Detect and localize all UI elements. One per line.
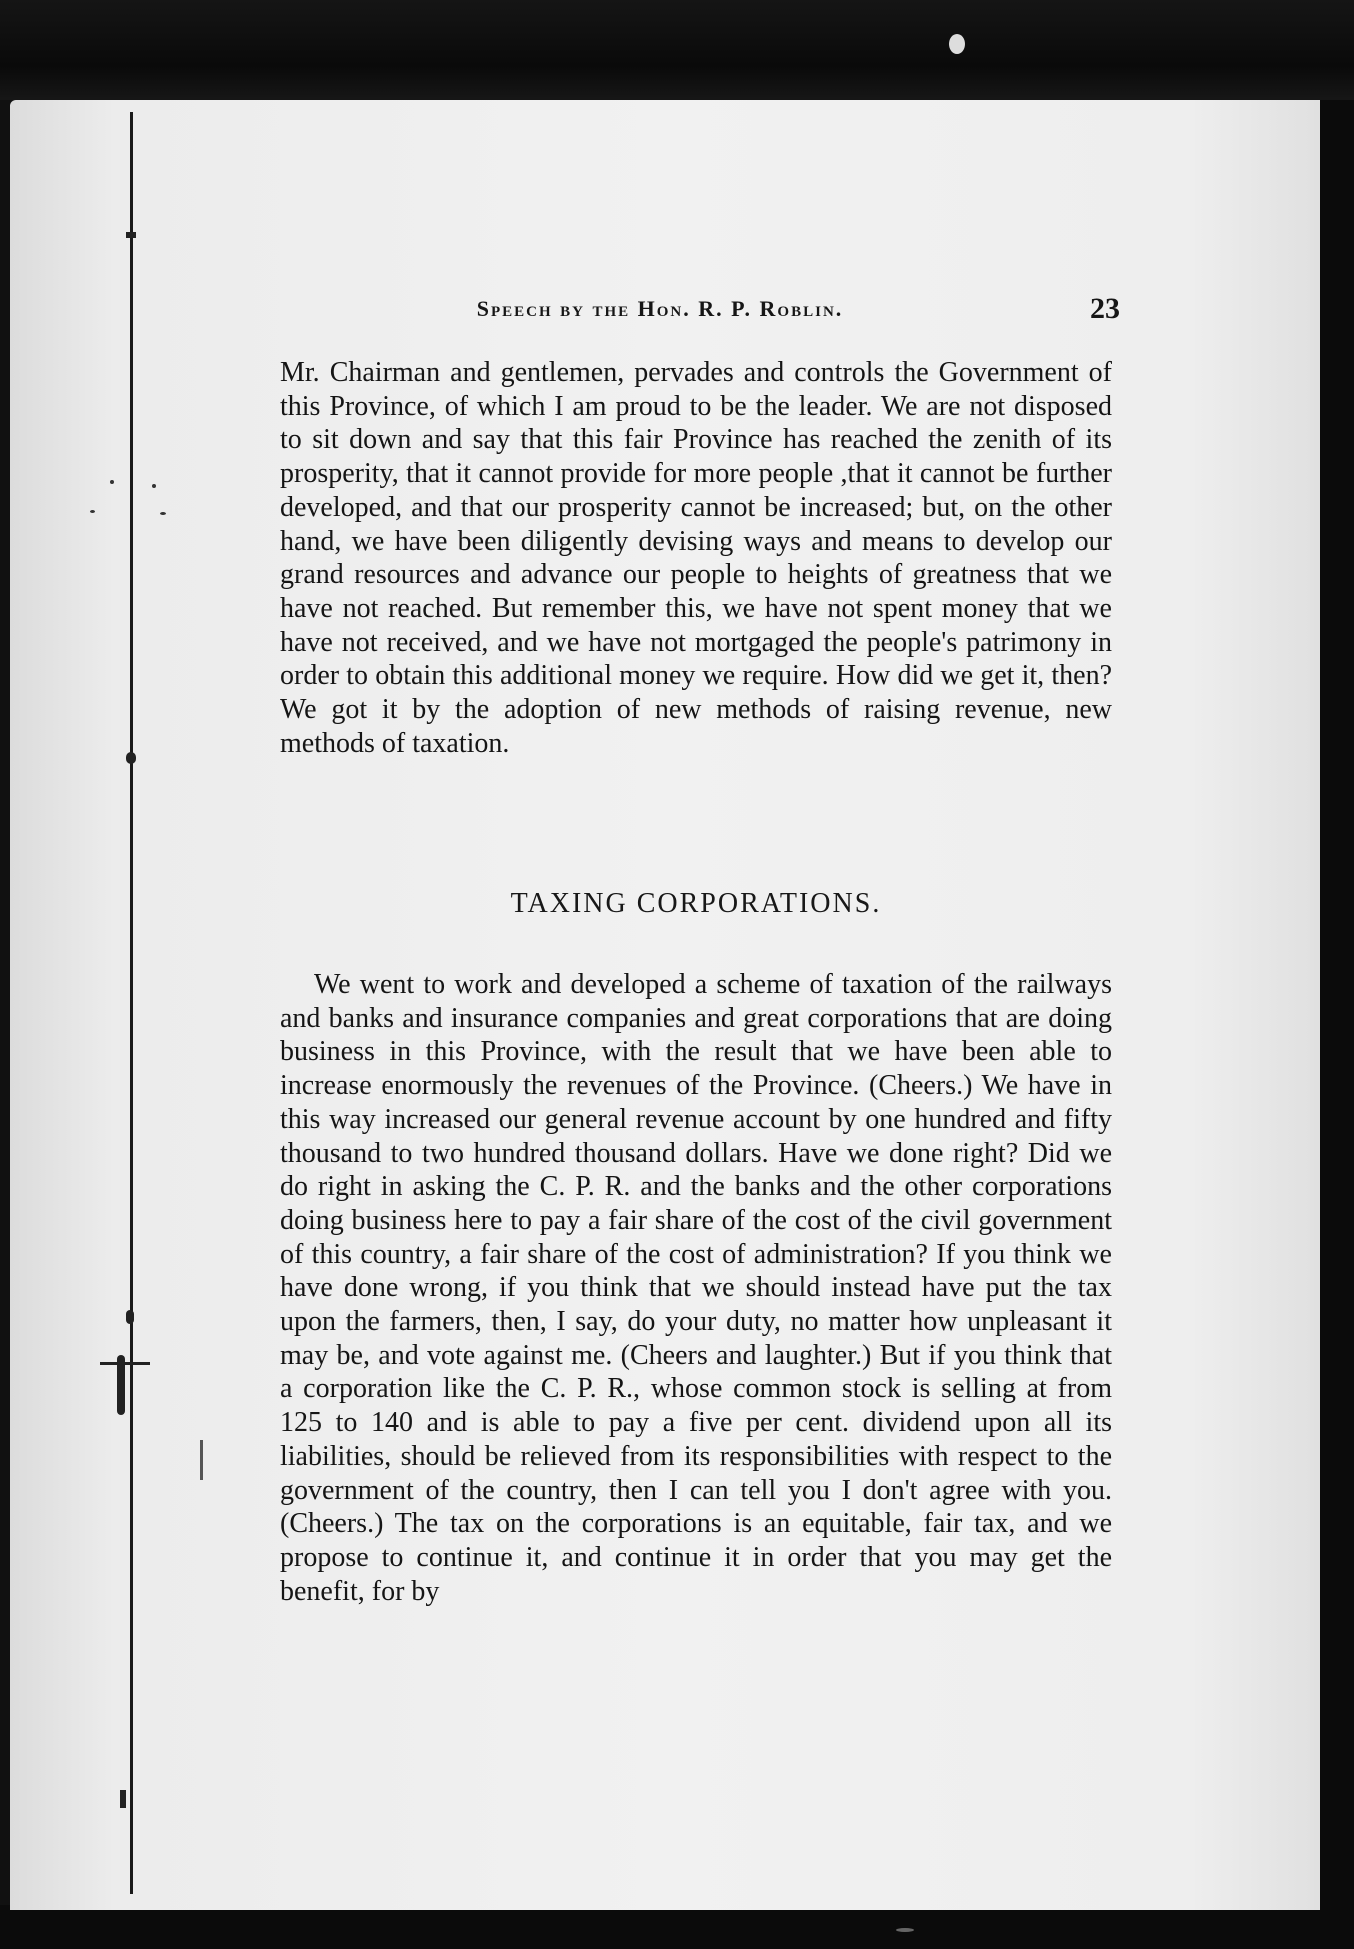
scan-top-border <box>0 0 1354 110</box>
dust-speck <box>896 1928 914 1932</box>
page-binding-edge <box>130 112 133 1894</box>
scan-bottom-border <box>0 1905 1354 1949</box>
binding-mark <box>120 1790 126 1808</box>
binding-mark <box>117 1355 125 1415</box>
dust-speck <box>110 480 114 484</box>
binding-mark <box>126 232 136 238</box>
page-header <box>280 290 1120 340</box>
page-number: 23 <box>1090 292 1120 325</box>
binding-mark <box>100 1362 150 1365</box>
binding-mark <box>126 1310 134 1324</box>
binding-mark <box>126 752 136 764</box>
dust-speck <box>160 512 166 515</box>
running-head: Speech by the Hon. R. P. Roblin. <box>476 296 844 321</box>
dust-speck <box>90 510 95 513</box>
scan-right-border <box>1318 100 1354 1920</box>
body-paragraph: We went to work and developed a scheme of taxation of the railways and banks and insurance companies and great corporations that are doing business in this Province, with the result that we have been able to increase enormously the revenues of the Province. (Cheers.) We have in this way increased our general revenue account by one hundred and fifty thousand to two hundred thousand dollars. Have we done right? Did we do right in asking the C. P. R. and the banks and the other corporations doing business here to pay a fair share of the cost of the civil government of this country, a fair share of the cost of administration? If you think we have done wrong, if you think that we should instead have put the tax upon the farmers, then, I say, do your duty, no matter how unpleasant it may be, and vote against me. (Cheers and laughter.) But if you think that a corporation like the C. P. R., whose common stock is selling at from 125 to 140 and is able to pay a five per cent. dividend upon all its liabilities, should be relieved from its responsibilities with respect to the government of the country, then I can tell you I don't agree with you. (Cheers.) The tax on the corporations is an equitable, fair tax, and we propose to continue it, and continue it in order that you may get the benefit, for by <box>280 969 1112 1607</box>
binding-mark <box>200 1440 203 1480</box>
section-heading: TAXING CORPORATIONS. <box>510 888 882 919</box>
body-paragraph: Mr. Chairman and gentlemen, pervades and controls the Government of this Province, of which I am proud to be the leader. We are not disposed to sit down and say that this fair Province has reached the zenith of its prosperity, that it cannot provide for more people ,that it cannot be further developed, and that our prosperity cannot be increased; but, on the other hand, we have been diligently devising ways and means to develop our grand resources and advance our people to heights of greatness that we have not reached. But remember this, we have not spent money that we have not received, and we have not mortgaged the people's patrimony in order to obtain this additional money we require. How did we get it, then? We got it by the adoption of new methods of raising revenue, new methods of taxation. <box>280 357 1112 759</box>
dust-speck <box>152 484 156 488</box>
dust-speck <box>949 34 965 54</box>
